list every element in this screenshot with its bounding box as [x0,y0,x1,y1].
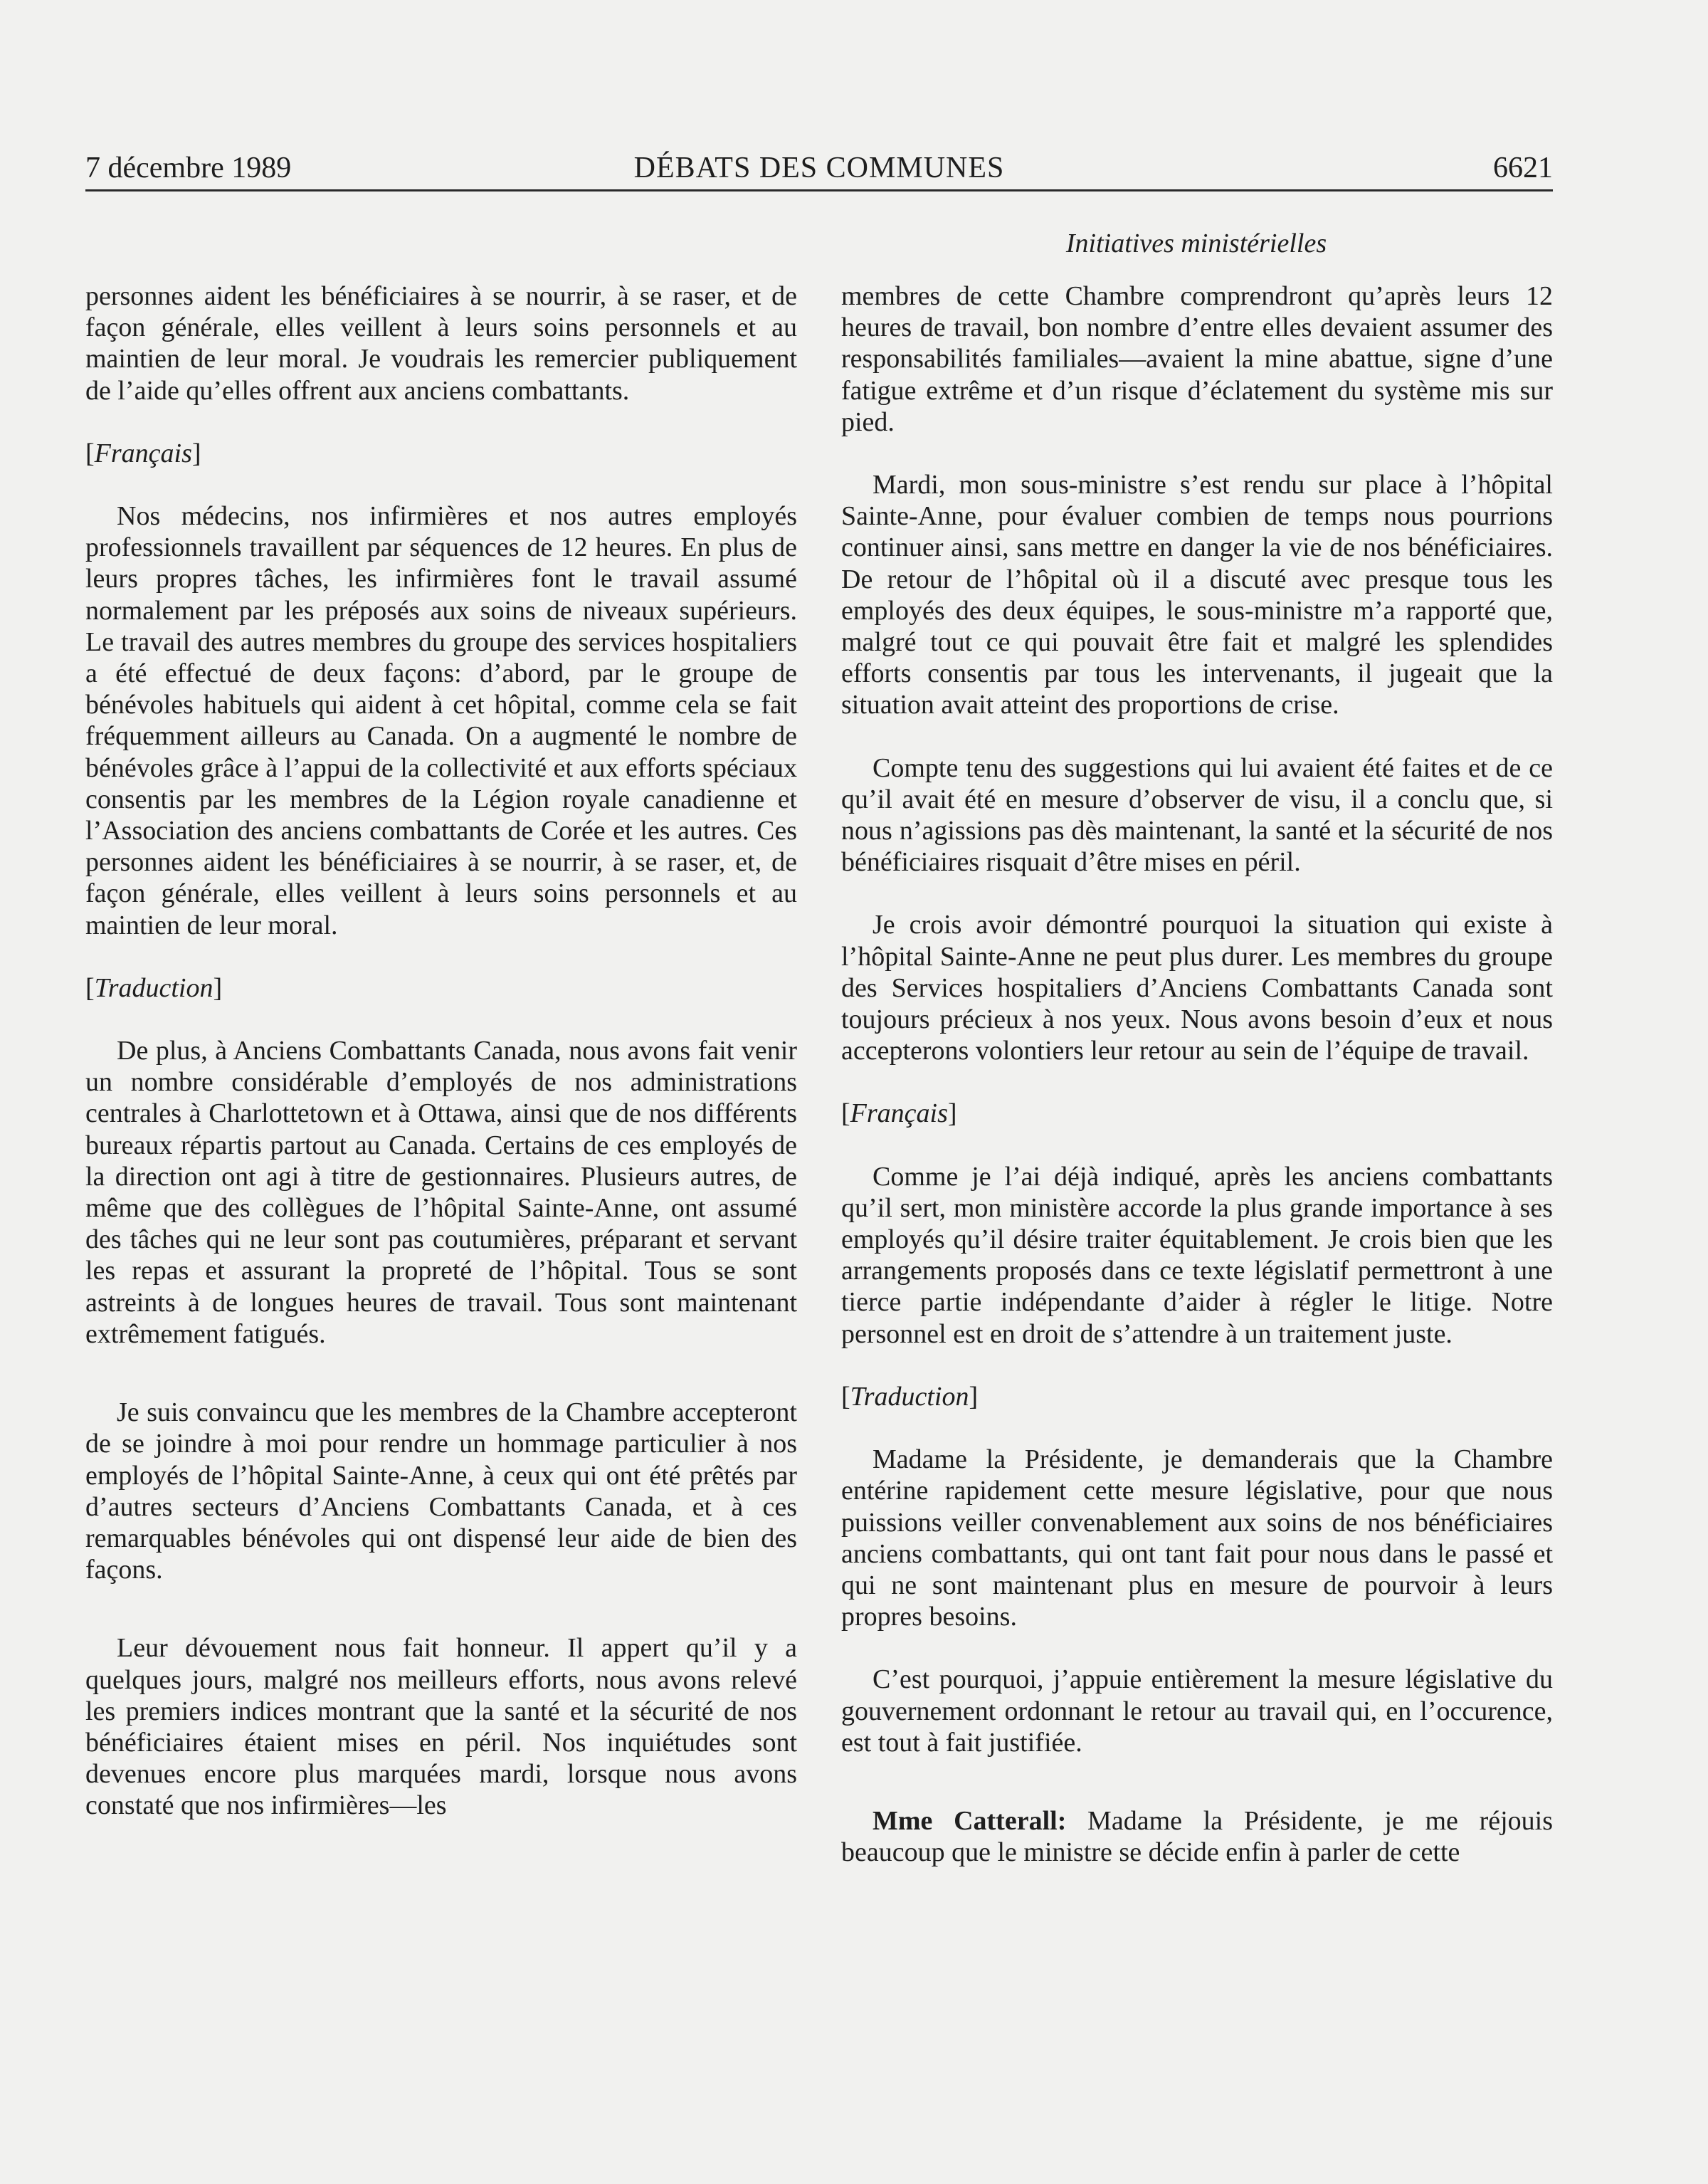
speech-paragraph [841,1805,1553,1868]
paragraph: personnes aident les bénéficiaires à se nourrir, à se raser, et de façon générale, elles veillent à leurs soins personnels et au maintien de leur moral. Je voudrais les remercier publiquement de l’aide qu’elles offrent aux anciens combattants. [85,281,797,406]
running-head: Initiatives ministérielles [1065,229,1327,258]
paragraph: Mardi, mon sous-ministre s’est rendu sur place à l’hôpital Sainte-Anne, pour évaluer combien de temps nous pourrions continuer ainsi, sans mettre en danger la vie de nos bénéficiaires. De retour de l’hôpital où il a discuté avec presque tous les employés des deux équipes, le sous-ministre m’a rapporté que, malgré tout ce qui pouvait être fait et malgré les splendides efforts consentis par tous les intervenants, il jugeait que la situation avait atteint des proportions de crise. [841,470,1553,720]
language-tag: [Traduction] [85,972,223,1003]
paragraph: Je suis convaincu que les membres de la Chambre accepteront de se joindre à moi pour rendre un hommage particulier à nos employés de l’hôpital Sainte-Anne, à ceux qui ont été prêtés par d’autres secteurs d’Anciens Combattants Canada, et à ces remarquables bénévoles qui ont dispensé leur aide de bien des façons. [85,1397,797,1585]
paragraph: Comme je l’ai déjà indiqué, après les anciens combattants qu’il sert, mon ministère accorde la plus grande importance à ses employés qu’il désire traiter équitablement. Je crois bien que les arrangements proposés dans ce texte législatif permettront à une tierce partie indépendante d’aider à régler le litige. Notre personnel est en droit de s’attendre à un traitement juste. [841,1161,1553,1349]
language-tag: [Français] [841,1098,957,1129]
paragraph: Je crois avoir démontré pourquoi la situation qui existe à l’hôpital Sainte-Anne ne peut plus durer. Les membres du groupe des Services hospitaliers d’Anciens Combattants Canada sont toujours précieux à nos yeux. Nous avons besoin d’eux et nous accepterons volontiers leur retour au sein de l’équipe de travail. [841,910,1553,1066]
page-header [85,147,1553,189]
paragraph: Leur dévouement nous fait honneur. Il appert qu’il y a quelques jours, malgré nos meilleurs efforts, nous avons relevé les premiers indices montrant que la santé et la sécurité de nos bénéficiaires étaient mises en péril. Nos inquiétudes sont devenues encore plus marquées mardi, lorsque nous avons constaté que nos infirmières—les [85,1633,797,1821]
paragraph: Madame la Présidente, je demanderais que la Chambre entérine rapidement cette mesure législative, pour que nous puissions veiller convenablement aux soins de nos bénéficiaires anciens combattants, qui ont tant fait pour nous dans le passé et qui ne sont maintenant plus en mesure de pourvoir à leurs propres besoins. [841,1444,1553,1632]
paragraph: membres de cette Chambre comprendront qu’après leurs 12 heures de travail, bon nombre d’entre elles devaient assumer des responsabilités familiales—avaient la mine abattue, signe d’une fatigue extrême et d’un risque d’éclatement du système mis sur pied. [841,281,1553,437]
language-tag-label: Français [850,1098,948,1129]
language-tag-label: Français [94,438,192,468]
right-column [841,280,1553,1868]
language-tag: [Traduction] [841,1381,979,1412]
speaker-name: Mme Catterall: [873,1805,1067,1836]
paragraph: De plus, à Anciens Combattants Canada, nous avons fait venir un nombre considérable d’employés de nos administrations centrales à Charlottetown et à Ottawa, ainsi que de nos différents bureaux répartis partout au Canada. Certains de ces employés de la direction ont agi à titre de gestionnaires. Plusieurs autres, de même que des collègues de l’hôpital Sainte-Anne, ont assumé des tâches qui ne leur sont pas coutumières, préparant et servant les repas et assurant la propreté de l’hôpital. Tous se sont astreints à de longues heures de travail. Tous sont maintenant extrêmement fatigués. [85,1036,797,1349]
paragraph: Compte tenu des suggestions qui lui avaient été faites et de ce qu’il avait été en mesure d’observer de visu, il a conclu que, si nous n’agissions pas dès maintenant, la santé et la sécurité de nos bénéficiaires risquait d’être mises en péril. [841,752,1553,878]
paragraph: C’est pourquoi, j’appuie entièrement la mesure législative du gouvernement ordonnant le retour au travail qui, en l’occurence, est tout à fait justifiée. [841,1664,1553,1758]
language-tag-label: Traduction [94,972,214,1003]
language-tag: [Français] [85,438,201,468]
header-date: 7 décembre 1989 [85,152,292,184]
language-tag-label: Traduction [850,1381,969,1412]
paragraph: Nos médecins, nos infirmières et nos autres employés professionnels travaillent par séquences de 12 heures. En plus de leurs propres tâches, les infirmières font le travail assumé normalement par les préposés aux soins de niveaux supérieurs. Le travail des autres membres du groupe des services hospitaliers a été effectué de deux façons: d’abord, par le groupe de bénévoles habituels qui aident à cet hôpital, comme cela se fait fréquemment ailleurs au Canada. On a augmenté le nombre de bénévoles grâce à l’appui de la collectivité et aux efforts spéciaux consentis par les membres de la Légion royale canadienne et l’Association des anciens combattants de Corée et les autres. Ces personnes aident les bénéficiaires à se nourrir, à se raser, et, de façon générale, elles veillent à leurs soins personnels et au maintien de leur moral. [85,501,797,940]
header-rule [85,189,1553,191]
speech-text: Madame la Présidente, je me réjouis beaucoup que le ministre se décide enfin à parler de cette [841,1805,1553,1868]
header-title: DÉBATS DES COMMUNES [633,152,1005,184]
header-page-number: 6621 [1493,152,1553,184]
left-column [85,280,797,1822]
